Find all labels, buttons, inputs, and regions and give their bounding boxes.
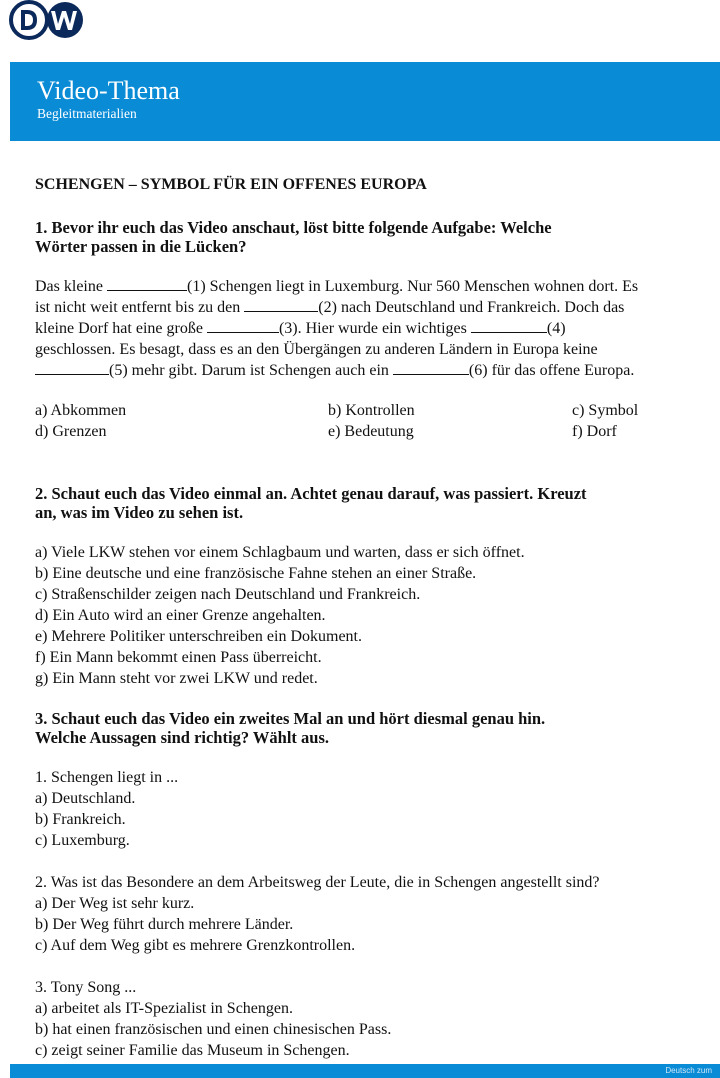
cloze-line: kleine Dorf hat eine große (3). Hier wurde ein wichtiges (4) [35, 320, 566, 337]
question-text: 2. Was ist das Besondere an dem Arbeitsweg der Leute, die in Schengen angestellt sind? [35, 874, 600, 891]
document-title: SCHENGEN – SYMBOL FÜR EIN OFFENES EUROPA [35, 176, 427, 193]
answer-item: a) arbeitet als IT-Spezialist in Schengen. [35, 1000, 293, 1017]
blank-2[interactable] [244, 297, 318, 312]
option-item: a) Abkommen [35, 402, 127, 419]
question-3 [35, 977, 703, 1061]
blank-5[interactable] [35, 360, 109, 375]
option-item: c) Symbol [572, 402, 639, 419]
answer-item: a) Der Weg ist sehr kurz. [35, 895, 195, 912]
cloze-line: Das kleine (1) Schengen liegt in Luxemburg. Nur 560 Menschen wohnen dort. Es [35, 278, 639, 295]
list-item: b) Eine deutsche und eine französische Fahne stehen an einer Straße. [35, 565, 477, 582]
list-item: e) Mehrere Politiker unterschreiben ein Dokument. [35, 628, 362, 645]
question-text: 3. Tony Song ... [35, 979, 137, 996]
dw-logo [9, 0, 85, 40]
header-subtitle: Begleitmaterialien [37, 106, 137, 121]
task-1-heading-line1: 1. Bevor ihr euch das Video anschaut, löst bitte folgende Aufgabe: Welche [35, 218, 552, 237]
question-2 [35, 872, 703, 956]
answer-item: b) Der Weg führt durch mehrere Länder. [35, 916, 294, 933]
option-item: b) Kontrollen [328, 402, 415, 419]
blank-3[interactable] [207, 318, 279, 333]
list-item: d) Ein Auto wird an einer Grenze angehalten. [35, 607, 326, 624]
task-3-heading-line1: 3. Schaut euch das Video ein zweites Mal an und hört diesmal genau hin. [35, 709, 546, 728]
option-item: f) Dorf [572, 423, 617, 440]
list-item: g) Ein Mann steht vor zwei LKW und redet. [35, 670, 318, 687]
footer-bar [10, 1064, 720, 1078]
task-2 [35, 484, 703, 689]
cloze-line: geschlossen. Es besagt, dass es an den Übergängen zu anderen Ländern in Europa keine [35, 341, 598, 358]
question-1 [35, 767, 703, 851]
list-item: c) Straßenschilder zeigen nach Deutschland und Frankreich. [35, 586, 421, 603]
answer-item: c) zeigt seiner Familie das Museum in Schengen. [35, 1042, 350, 1059]
footer-text: Deutsch zum [665, 1066, 712, 1075]
cloze-line: (5) mehr gibt. Darum ist Schengen auch ein (6) für das offene Europa. [35, 360, 703, 381]
document-body [35, 175, 703, 1061]
answer-item: a) Deutschland. [35, 790, 136, 807]
task-2-list [35, 542, 703, 689]
answer-item: b) hat einen französischen und einen chinesischen Pass. [35, 1021, 392, 1038]
header-banner [10, 62, 720, 141]
answer-item: c) Luxemburg. [35, 832, 130, 849]
option-item: d) Grenzen [35, 423, 107, 440]
task-2-heading-line1: 2. Schaut euch das Video einmal an. Achtet genau darauf, was passiert. Kreuzt [35, 484, 587, 503]
task-1-heading-line2: Wörter passen in die Lücken? [35, 237, 247, 256]
question-text: 1. Schengen liegt in ... [35, 769, 179, 786]
task-3-heading-line2: Welche Aussagen sind richtig? Wählt aus. [35, 728, 329, 747]
answer-item: c) Auf dem Weg gibt es mehrere Grenzkontrollen. [35, 937, 356, 954]
task-2-heading-line2: an, was im Video zu sehen ist. [35, 503, 244, 522]
option-item: e) Bedeutung [328, 423, 414, 440]
cloze-line: ist nicht weit entfernt bis zu den (2) nach Deutschland und Frankreich. Doch das [35, 299, 625, 316]
blank-4[interactable] [471, 318, 547, 333]
list-item: a) Viele LKW stehen vor einem Schlagbaum und warten, dass er sich öffnet. [35, 544, 525, 561]
blank-1[interactable] [107, 276, 187, 291]
task-1 [35, 218, 703, 442]
cloze-text [35, 276, 703, 381]
task-3 [35, 709, 703, 1061]
answer-item: b) Frankreich. [35, 811, 126, 828]
blank-6[interactable] [393, 360, 469, 375]
word-options [35, 400, 703, 442]
list-item: f) Ein Mann bekommt einen Pass überreicht. [35, 649, 322, 666]
header-title: Video-Thema [37, 76, 180, 105]
